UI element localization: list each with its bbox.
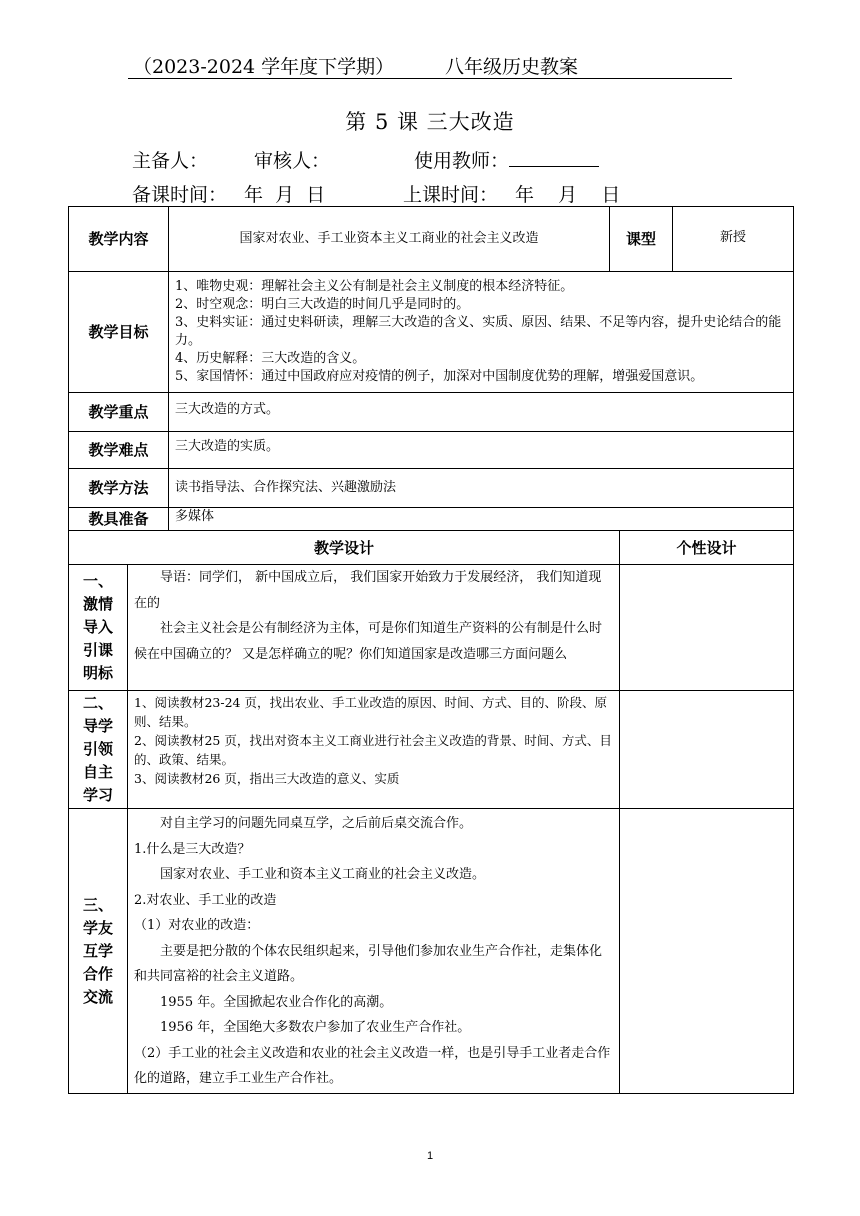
header-rule: [128, 78, 732, 79]
type-label: 课型: [610, 207, 673, 272]
goals-row: [69, 272, 794, 393]
method-value: 读书指导法、合作探究法、兴趣激励法: [169, 469, 794, 508]
goal-item: 2、时空观念：明白三大改造的时间几乎是同时的。: [175, 297, 470, 312]
prep-time-value: 年 月 日: [244, 184, 326, 206]
goal-item: 5、家国情怀：通过中国政府应对疫情的例子，加深对中国制度优势的理解，增强爱国意识。: [175, 369, 704, 384]
section-paragraph: 国家对农业、手工业和资本主义工商业的社会主义改造。: [160, 867, 486, 882]
goal-item: 1、唯物史观：理解社会主义公有制是社会主义制度的根本经济特征。: [175, 279, 574, 294]
tools-label: 教具准备: [69, 508, 169, 531]
section-paragraph: 2.对农业、手工业的改造: [134, 892, 277, 908]
goal-item: 4、历史解释：三大改造的含义。: [175, 351, 366, 366]
section-paragraph: 1956 年，全国绝大多数农户参加了农业生产合作社。: [160, 1020, 471, 1035]
page-number: 1: [426, 1150, 434, 1162]
section-paragraph: 1、阅读教材23-24 页，找出农业、手工业改造的原因、时间、方式、目的、阶段、原则、结果。: [134, 695, 607, 729]
goals-list: [169, 272, 794, 393]
personal-design-cell: [620, 691, 794, 809]
lesson-title: 第 5 课 三大改造: [345, 110, 515, 134]
difficulty-value: 三大改造的实质。: [169, 432, 794, 469]
teacher-blank-line: [509, 148, 599, 167]
design-section-row: [69, 809, 794, 1094]
section-content: [128, 691, 620, 809]
personal-design-cell: [620, 565, 794, 691]
method-row: [69, 469, 794, 508]
goal-item: 3、史料实证：通过史料研读，理解三大改造的含义、实质、原因、结果、不足等内容，提升史论结合的能力。: [175, 315, 782, 348]
section-paragraph: 3、阅读教材26 页，指出三大改造的意义、实质: [134, 771, 400, 786]
section-paragraph: 1.什么是三大改造？: [134, 841, 251, 857]
personal-design-header: 个性设计: [620, 531, 794, 565]
section-paragraph: 主要是把分散的个体农民组织起来，引导他们参加农业生产合作社，走集体化和共同富裕的社会主义道路。: [134, 943, 603, 984]
key-row: [69, 393, 794, 432]
class-time-value: 年 月 日: [515, 184, 621, 206]
lesson-info-table: [68, 206, 794, 531]
section-content: [128, 565, 620, 691]
content-label: 教学内容: [69, 207, 169, 272]
reviewer-label: 审核人：: [254, 150, 331, 172]
header-term: （2023-2024 学年度下学期）: [133, 56, 395, 78]
tools-row: [69, 508, 794, 531]
header-grade-subject: 八年级历史教案: [445, 56, 579, 78]
section-paragraph: 对自主学习的问题先同桌互学，之后前后桌交流合作。: [160, 816, 473, 831]
section-paragraph: 社会主义社会是公有制经济为主体，可是你们知道生产资料的公有制是什么时候在中国确立的？ 又是怎样确立的呢？你们知道国家是改造哪三方面问题么: [134, 621, 603, 662]
key-value: 三大改造的方式。: [169, 393, 794, 432]
section-paragraph: 1955 年。全国掀起农业合作化的高潮。: [160, 994, 393, 1010]
tools-value: 多媒体: [169, 508, 794, 531]
section-label: 二、导学引领自主学习: [69, 691, 128, 809]
teacher-label: 使用教师：: [414, 150, 510, 172]
section-paragraph: 导语：同学们， 新中国成立后， 我们国家开始致力于发展经济， 我们知道现在的: [134, 570, 602, 611]
method-label: 教学方法: [69, 469, 169, 508]
teaching-design-table: [68, 530, 794, 1094]
design-header: 教学设计: [69, 531, 620, 565]
section-paragraph: 2、阅读教材25 页，找出对资本主义工商业进行社会主义改造的背景、时间、方式、目的、政策、结果。: [134, 733, 612, 767]
personal-design-cell: [620, 809, 794, 1094]
section-paragraph: （1）对农业的改造：: [134, 918, 260, 933]
section-label: 三、学友互学合作交流: [69, 809, 128, 1094]
goals-label: 教学目标: [69, 272, 169, 393]
type-value: 新授: [673, 207, 794, 272]
section-label: 一、激情导入引课明标: [69, 565, 128, 691]
content-value: 国家对农业、手工业资本主义工商业的社会主义改造: [169, 207, 610, 272]
design-header-row: [69, 531, 794, 565]
lead-preparer-label: 主备人：: [132, 150, 209, 172]
design-section-row: [69, 691, 794, 809]
difficulty-row: [69, 432, 794, 469]
content-row: [69, 207, 794, 272]
prep-time-label: 备课时间：: [132, 184, 228, 206]
class-time-label: 上课时间：: [403, 184, 499, 206]
design-section-row: [69, 565, 794, 691]
key-label: 教学重点: [69, 393, 169, 432]
difficulty-label: 教学难点: [69, 432, 169, 469]
section-paragraph: （2）手工业的社会主义改造和农业的社会主义改造一样，也是引导手工业者走合作化的道路，建立手工业生产合作社。: [134, 1045, 611, 1086]
teacher-field: [414, 146, 599, 173]
section-content: [128, 809, 620, 1094]
